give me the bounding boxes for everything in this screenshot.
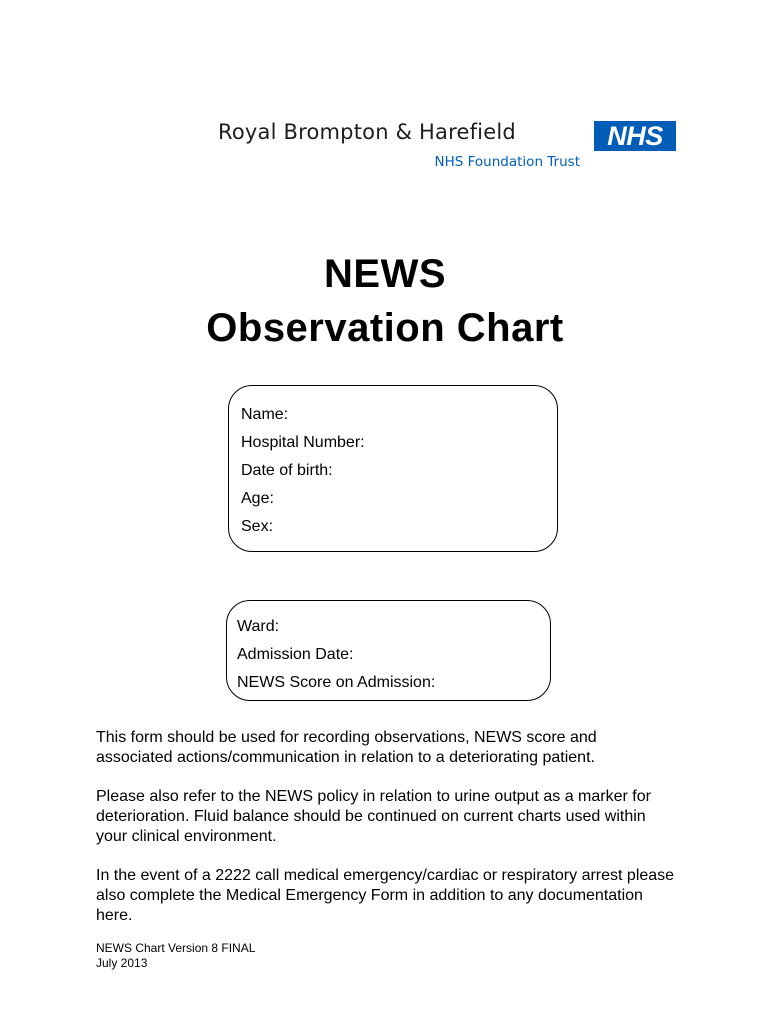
version-label: NEWS Chart Version 8 FINAL	[96, 941, 256, 955]
sex-field-label: Sex:	[241, 518, 274, 535]
trust-logo	[218, 118, 680, 178]
nhs-badge: NHS	[594, 121, 676, 151]
document-title-line2: Observation Chart	[206, 306, 564, 350]
date-of-birth-field-label: Date of birth:	[241, 462, 333, 479]
hospital-number-field-label: Hospital Number:	[241, 434, 365, 451]
emergency-paragraph: In the event of a 2222 call medical emergency/cardiac or respiratory arrest please also complete the Medical Emergency Form in addition to any documentation here.	[96, 867, 675, 924]
name-field-label: Name:	[241, 406, 289, 423]
patient-details-box	[228, 385, 558, 552]
age-field-label: Age:	[241, 490, 274, 507]
usage-paragraph: This form should be used for recording observations, NEWS score and associated actions/communication in relation to a deteriorating patient.	[96, 729, 597, 766]
news-score-on-admission-field-label: NEWS Score on Admission:	[237, 674, 436, 691]
organisation-name: Royal Brompton & Harefield	[218, 120, 516, 144]
version-date: July 2013	[96, 956, 148, 970]
policy-paragraph: Please also refer to the NEWS policy in relation to urine output as a marker for deterioration. Fluid balance should be continued on current charts used within your clinical environment.	[96, 788, 651, 845]
trust-subtitle: NHS Foundation Trust	[434, 154, 580, 170]
admission-date-field-label: Admission Date:	[237, 646, 354, 663]
admission-details-box	[226, 600, 551, 701]
document-title-line1: NEWS	[324, 252, 446, 296]
ward-field-label: Ward:	[237, 618, 280, 635]
version-footer	[96, 941, 255, 971]
